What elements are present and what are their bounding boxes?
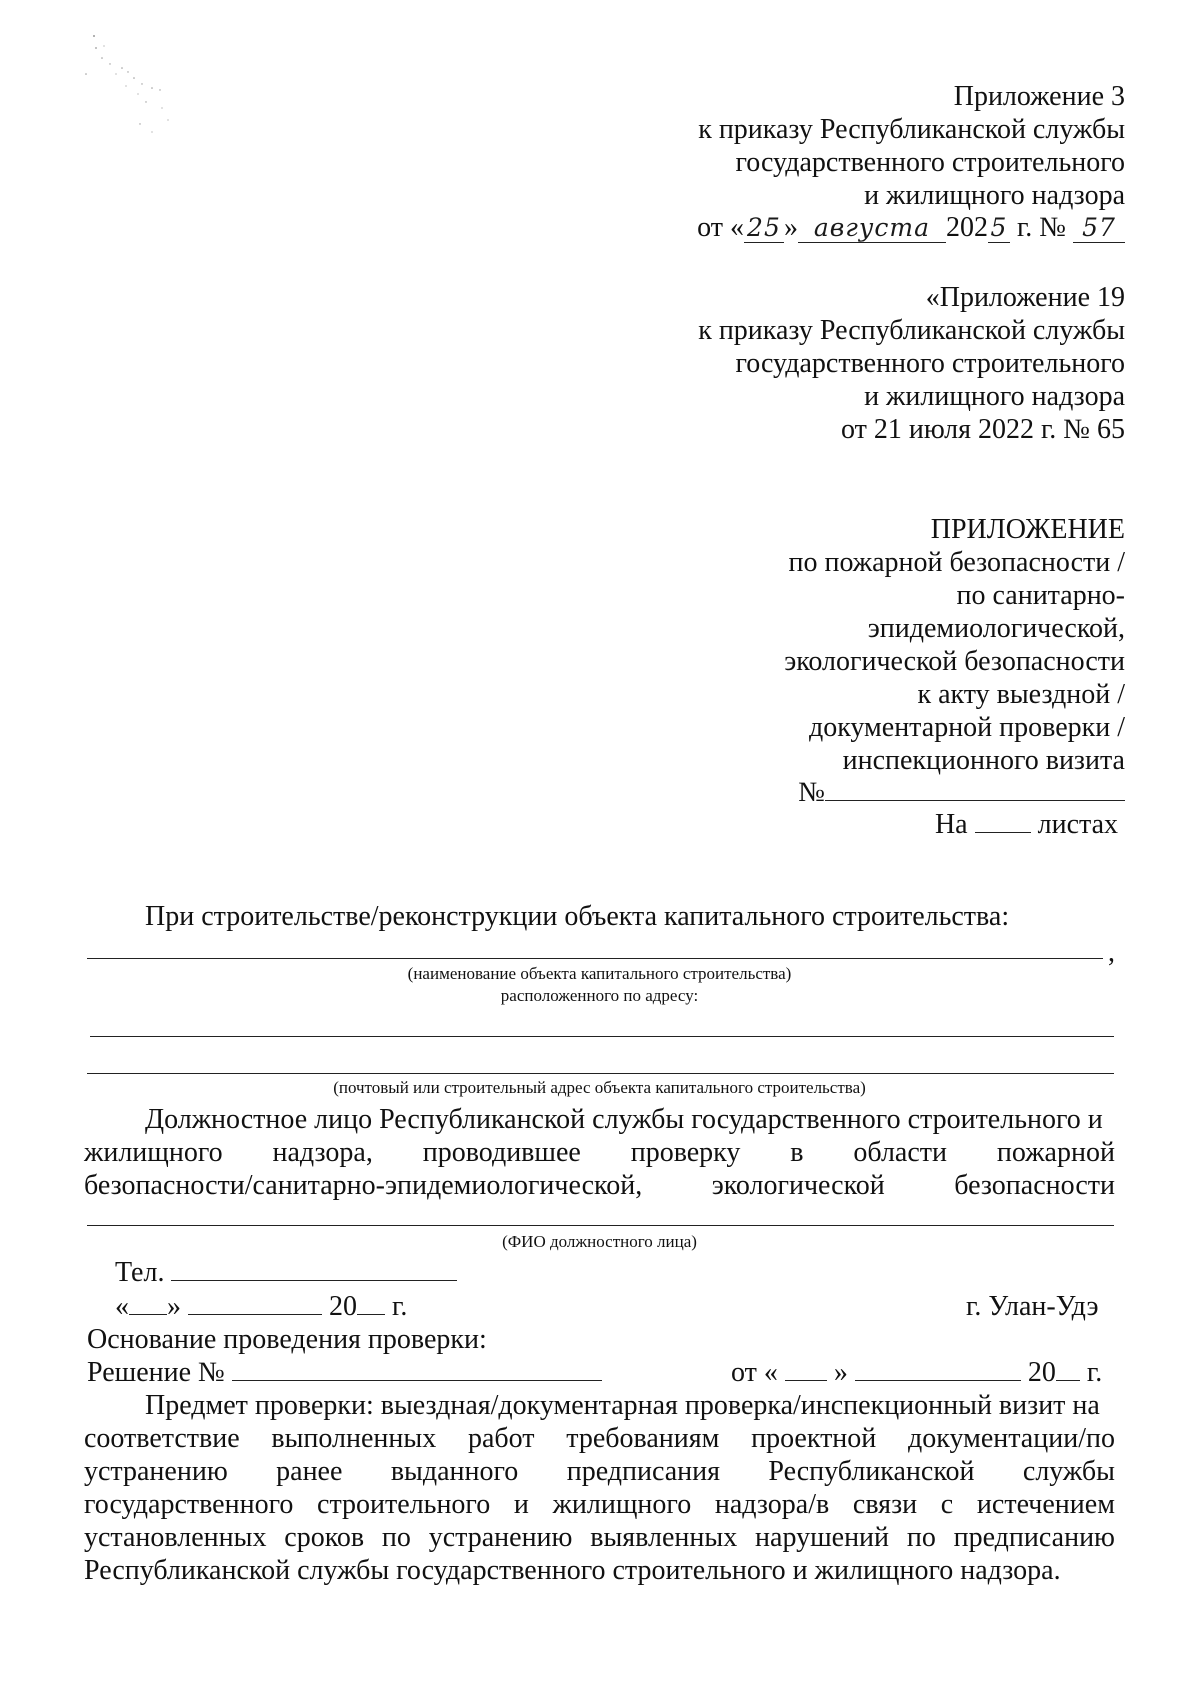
decision-from: от «: [731, 1357, 778, 1388]
address-caption: (почтовый или строительный адрес объекта капитального строительства): [333, 1078, 866, 1097]
subject-line4-word: связи: [852, 1489, 918, 1520]
subject-line3-word: выданного: [390, 1456, 519, 1487]
order-header-line4: и жилищного надзора: [864, 180, 1125, 211]
official-line1: Должностное лицо Республиканской службы государственного строительного и: [145, 1104, 1103, 1135]
subject-line2-word: документации/по: [908, 1423, 1115, 1454]
subject-line4-word: государственного: [84, 1489, 294, 1520]
order-date-mid: »: [783, 212, 798, 243]
order-date-prefix: от «: [697, 212, 744, 243]
subject-line5-word: нарушений: [755, 1522, 890, 1553]
appendix-line5: к акту выездной /: [917, 679, 1125, 710]
official-line2-word: надзора,: [272, 1137, 373, 1168]
address-field-1[interactable]: [90, 1036, 1114, 1037]
scan-artifact: [82, 28, 192, 148]
official-line3-word: экологической: [711, 1170, 885, 1201]
order-header-line1: Приложение 3: [953, 81, 1125, 112]
phone-label: Тел.: [115, 1257, 165, 1288]
appendix-line4: экологической безопасности: [784, 646, 1125, 677]
original-header-line5: от 21 июля 2022 г. № 65: [841, 414, 1125, 445]
official-line2-word: проверку: [630, 1137, 741, 1168]
official-line2-word: области: [853, 1137, 948, 1168]
subject-line4-word: и: [513, 1489, 529, 1520]
subject-line3-word: Республиканской: [768, 1456, 975, 1487]
original-header-line2: к приказу Республиканской службы: [698, 315, 1125, 346]
official-line3: [84, 1169, 1115, 1202]
subject-line3-word: ранее: [276, 1456, 343, 1487]
phone-field[interactable]: [171, 1256, 457, 1281]
subject-line5-word: устранению: [428, 1522, 573, 1553]
subject-line5-word: сроков: [284, 1522, 365, 1553]
date-year-suffix: г.: [392, 1291, 408, 1322]
official-line2-word: проводившее: [422, 1137, 581, 1168]
appendix-line1: по пожарной безопасности /: [788, 547, 1125, 578]
subject-line5-word: выявленных: [590, 1522, 738, 1553]
official-line3-word: безопасности: [954, 1170, 1115, 1201]
appendix-sheets-prefix: На: [934, 809, 968, 840]
subject-line2-word: проектной: [751, 1423, 877, 1454]
subject-line5-word: по: [381, 1522, 411, 1553]
object-name-field[interactable]: [87, 958, 1103, 959]
subject-line4-word: с: [940, 1489, 954, 1520]
order-header-line2: к приказу Республиканской службы: [698, 114, 1125, 145]
appendix-number-field[interactable]: [825, 776, 1125, 801]
subject-line3: [84, 1455, 1115, 1488]
subject-line3-word: устранению: [84, 1456, 228, 1487]
original-header-line4: и жилищного надзора: [864, 381, 1125, 412]
official-line2-word: жилищного: [84, 1137, 223, 1168]
construction-intro: При строительстве/реконструкции объекта капитального строительства:: [145, 901, 1010, 932]
decision-label: Решение №: [87, 1357, 225, 1388]
decision-year: 20: [1027, 1357, 1056, 1388]
subject-line4-word: жилищного: [552, 1489, 692, 1520]
original-header-line3: государственного строительного: [735, 348, 1125, 379]
order-number-prefix: г. №: [1016, 212, 1066, 243]
appendix-title: ПРИЛОЖЕНИЕ: [930, 514, 1125, 545]
subject-line4-word: надзора/в: [714, 1489, 830, 1520]
official-line2-word: пожарной: [996, 1137, 1115, 1168]
appendix-sheets-field[interactable]: [975, 808, 1031, 833]
decision-month-field[interactable]: [855, 1356, 1021, 1381]
subject-line5-word: по: [906, 1522, 936, 1553]
subject-line2-word: работ: [467, 1423, 535, 1454]
phone-line: [115, 1256, 457, 1289]
basis-label: Основание проведения проверки:: [87, 1324, 487, 1355]
order-header-line3: государственного строительного: [735, 147, 1125, 178]
decision-number-field[interactable]: [232, 1356, 602, 1381]
appendix-sheets-suffix: листах: [1037, 809, 1118, 840]
appendix-line6: документарной проверки /: [808, 712, 1125, 743]
subject-line5-word: предписанию: [953, 1522, 1115, 1553]
subject-line5-word: установленных: [84, 1522, 267, 1553]
date-line: [115, 1290, 407, 1323]
subject-line2-word: выполненных: [271, 1423, 437, 1454]
date-month-field[interactable]: [188, 1290, 322, 1315]
subject-line5: [84, 1521, 1115, 1554]
order-date-month: августа: [798, 214, 946, 243]
date-year: 20: [329, 1291, 357, 1322]
appendix-line3: эпидемиологической,: [867, 613, 1125, 644]
address-field-2[interactable]: [87, 1073, 1114, 1074]
subject-line3-word: службы: [1022, 1456, 1115, 1487]
appendix-number-line: [798, 776, 1125, 809]
subject-line6: Республиканской службы государственного строительного и жилищного надзора.: [84, 1555, 1061, 1586]
fio-caption: (ФИО должностного лица): [502, 1232, 697, 1251]
appendix-number-label: №: [798, 777, 825, 808]
date-day-field[interactable]: [129, 1290, 167, 1315]
official-line2: [84, 1136, 1115, 1169]
appendix-line2: по санитарно-: [956, 580, 1125, 611]
subject-line1: Предмет проверки: выездная/документарная проверка/инспекционный визит на: [145, 1390, 1100, 1421]
decision-day-field[interactable]: [785, 1356, 827, 1381]
date-year-field[interactable]: [357, 1290, 385, 1315]
subject-line4: [84, 1488, 1115, 1521]
decision-year-suffix: г.: [1086, 1357, 1103, 1388]
decision-date-line: [731, 1356, 1102, 1389]
appendix-sheets-line: [935, 808, 1118, 841]
order-date-year-digit: 5: [988, 214, 1010, 243]
fio-field[interactable]: [87, 1225, 1114, 1226]
original-header-line1: «Приложение 19: [925, 282, 1125, 313]
subject-line3-word: предписания: [566, 1456, 721, 1487]
appendix-line7: инспекционного визита: [842, 745, 1125, 776]
decision-line: [87, 1356, 602, 1389]
subject-line2: [84, 1422, 1115, 1455]
official-line2-word: в: [790, 1137, 804, 1168]
decision-close: »: [833, 1357, 848, 1388]
subject-line2-word: соответствие: [84, 1423, 240, 1454]
located-caption: расположенного по адресу:: [500, 986, 699, 1005]
subject-line4-word: строительного: [317, 1489, 491, 1520]
official-line3-word: безопасности/санитарно-эпидемиологической,: [84, 1170, 643, 1201]
object-name-comma: ,: [1108, 937, 1115, 968]
order-date-day: 25: [744, 214, 784, 243]
city: г. Улан-Удэ: [966, 1291, 1099, 1322]
order-date-line: [697, 211, 1125, 244]
subject-line4-word: истечением: [976, 1489, 1115, 1520]
order-date-year-prefix: 202: [945, 212, 988, 243]
decision-year-field[interactable]: [1056, 1356, 1080, 1381]
subject-line2-word: требованиям: [566, 1423, 720, 1454]
order-number: 57: [1073, 214, 1125, 243]
date-open: «: [115, 1291, 129, 1322]
object-name-caption: (наименование объекта капитального строительства): [407, 964, 792, 983]
date-close: »: [167, 1291, 181, 1322]
